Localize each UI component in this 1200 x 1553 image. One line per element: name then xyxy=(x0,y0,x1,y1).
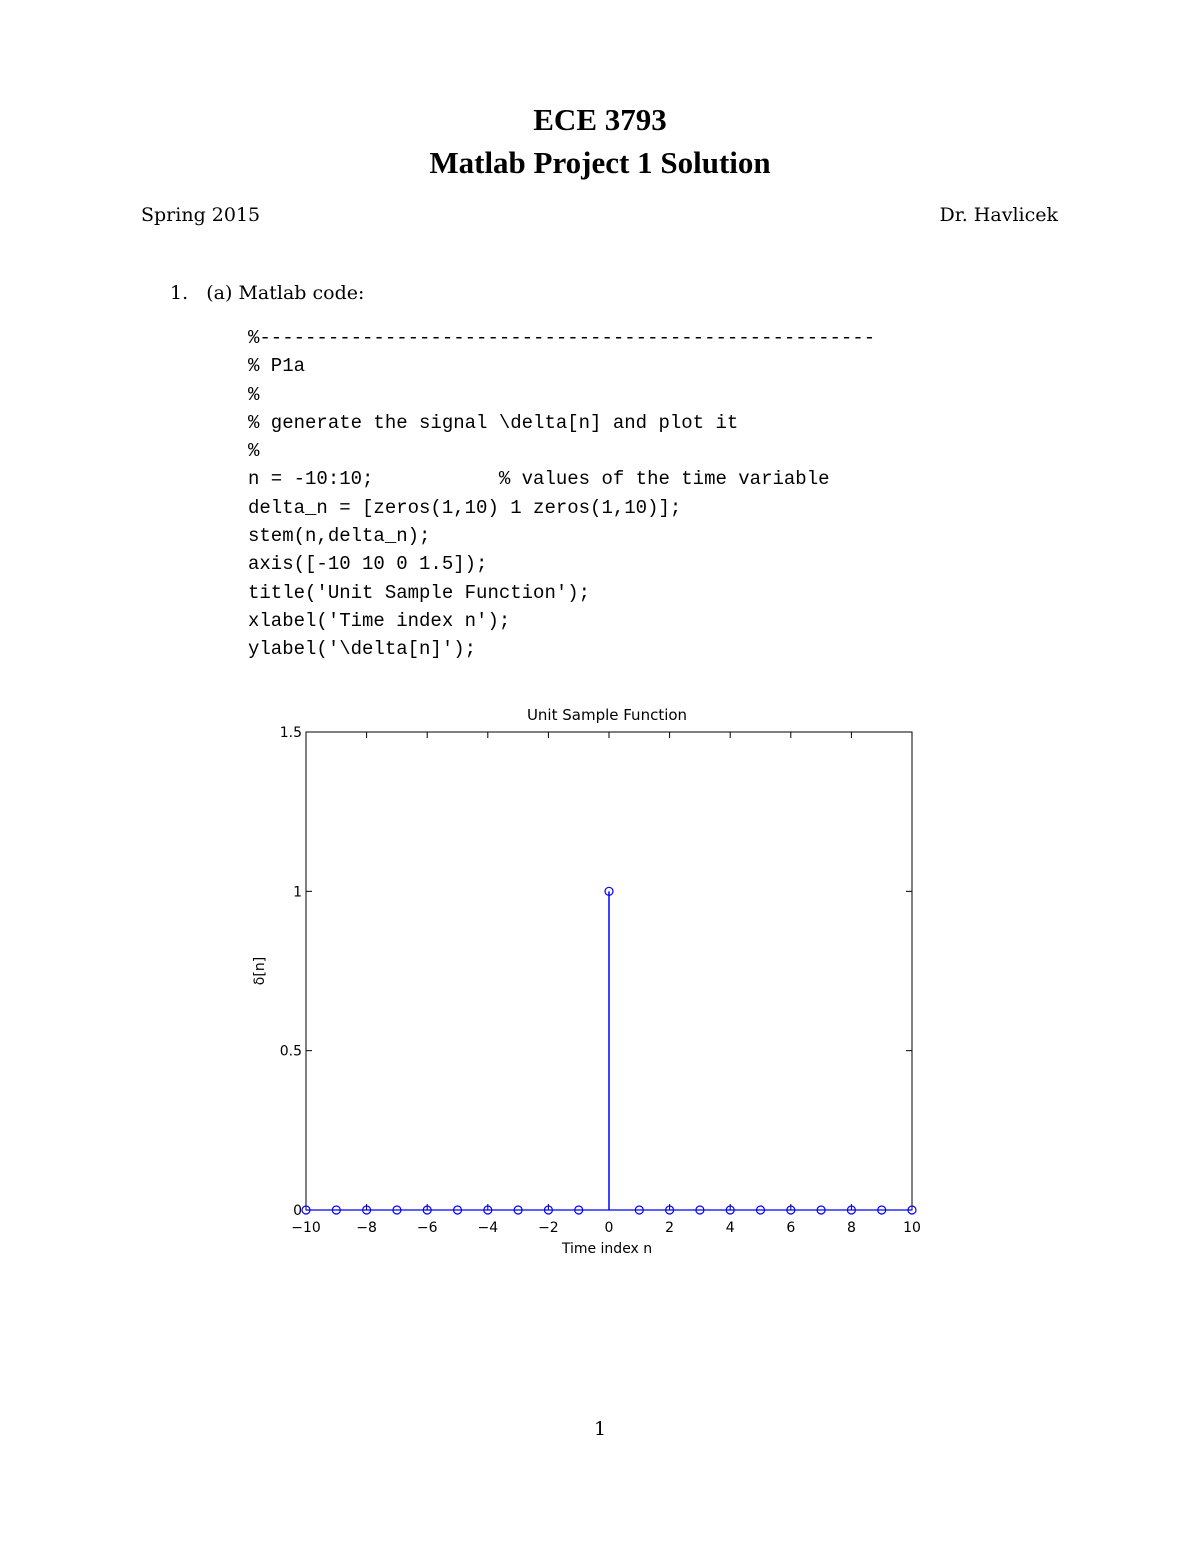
code-line: % xyxy=(248,440,260,463)
x-tick-label: −8 xyxy=(356,1220,377,1236)
document-title xyxy=(0,98,1200,184)
y-axis-label: δ[n] xyxy=(252,956,268,986)
problem-part: (a) xyxy=(206,282,233,304)
problem-label: Matlab code: xyxy=(238,282,365,304)
x-tick-label: −2 xyxy=(538,1220,559,1236)
page-number: 1 xyxy=(593,1418,607,1440)
y-tick-label: 0 xyxy=(293,1203,302,1219)
instructor-label: Dr. Havlicek xyxy=(939,204,1058,226)
code-line: ylabel('\delta[n]'); xyxy=(248,638,477,661)
code-line: n = -10:10; % values of the time variable xyxy=(248,468,830,491)
y-tick-label: 1 xyxy=(293,884,302,901)
x-tick-label: −4 xyxy=(477,1220,499,1236)
stem-plot-figure xyxy=(240,700,940,1274)
code-line: title('Unit Sample Function'); xyxy=(248,581,591,604)
stem-plot xyxy=(240,700,940,1270)
course-title: ECE 3793 xyxy=(533,102,667,137)
term-label: Spring 2015 xyxy=(141,204,261,226)
code-line: stem(n,delta_n); xyxy=(248,525,431,548)
x-tick-label: 8 xyxy=(846,1220,856,1236)
code-line: % generate the signal \delta[n] and plot it xyxy=(248,411,739,434)
x-tick-label: −6 xyxy=(416,1220,438,1236)
code-line: xlabel('Time index n'); xyxy=(248,609,511,632)
problem-number: 1. xyxy=(170,282,189,304)
code-line: axis([-10 10 0 1.5]); xyxy=(248,553,488,576)
matlab-code-block xyxy=(248,324,875,664)
x-tick-label: 6 xyxy=(786,1220,796,1236)
x-tick-label: 4 xyxy=(725,1220,735,1236)
project-title: Matlab Project 1 Solution xyxy=(429,145,771,180)
x-axis-label: Time index n xyxy=(561,1241,653,1257)
code-line: delta_n = [zeros(1,10) 1 zeros(1,10)]; xyxy=(248,496,682,519)
chart-title: Unit Sample Function xyxy=(526,706,688,724)
x-tick-label: 10 xyxy=(903,1220,921,1236)
y-tick-label: 0.5 xyxy=(279,1043,302,1060)
x-tick-label: 0 xyxy=(604,1220,614,1236)
x-tick-label: 2 xyxy=(665,1220,675,1236)
x-tick-label: −10 xyxy=(291,1220,321,1236)
problem-heading xyxy=(170,282,364,304)
code-line: %------------------------------------------------------ xyxy=(248,327,876,349)
stem-series xyxy=(302,887,916,1214)
axis-ticks xyxy=(280,725,921,1236)
y-tick-label: 1.5 xyxy=(279,725,302,741)
code-line: % xyxy=(248,383,260,406)
code-line: % P1a xyxy=(248,355,306,378)
